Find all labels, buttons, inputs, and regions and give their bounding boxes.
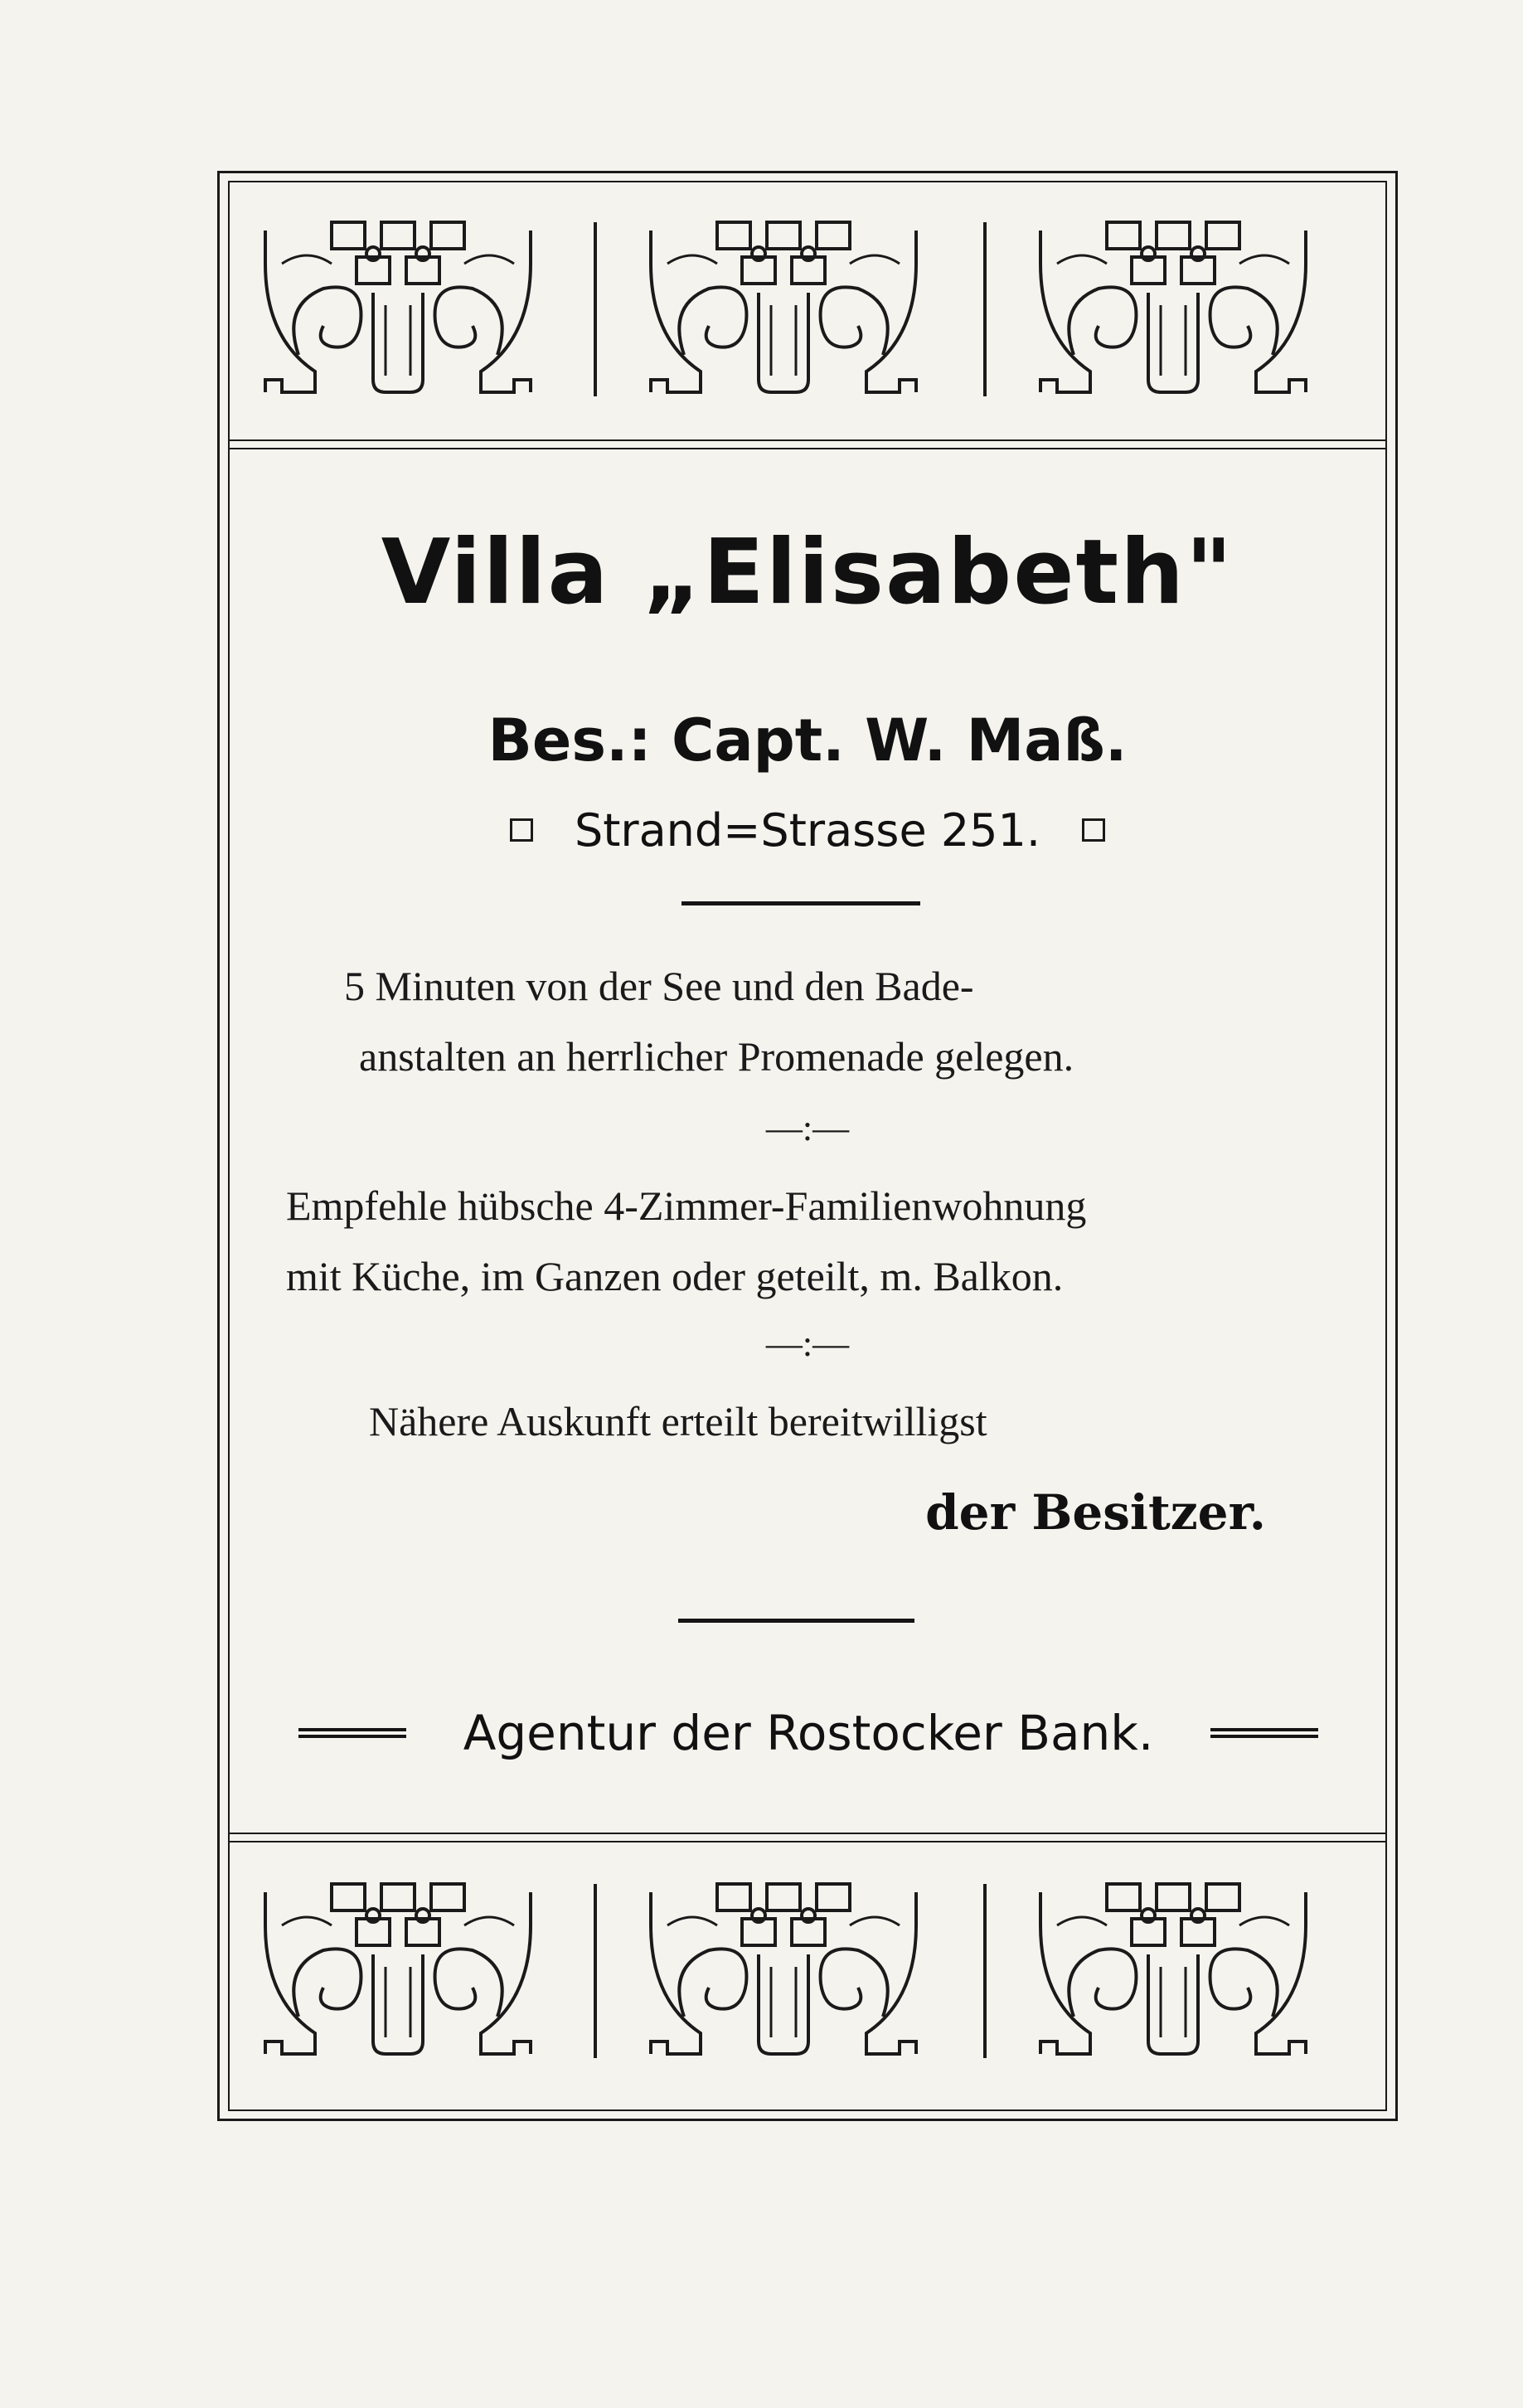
- top-double-rule: [228, 439, 1387, 449]
- square-ornament-left: [510, 818, 533, 842]
- bottom-double-rule: [228, 1833, 1387, 1842]
- description-line-1: 5 Minuten von der See und den Bade-: [344, 963, 974, 1009]
- separator-mark-2: —:—: [765, 1323, 850, 1364]
- owner-line: Bes.: Capt. W. Maß.: [487, 706, 1128, 774]
- street-address: Strand=Strasse 251.: [574, 803, 1041, 857]
- agency-row: [298, 1700, 1318, 1766]
- double-rule-right: [1210, 1728, 1318, 1738]
- agency-text: Agentur der Rostocker Bank.: [463, 1705, 1154, 1761]
- description-line-2: anstalten an herrlicher Promenade gelegen.: [359, 1033, 1074, 1080]
- signoff: der Besitzer.: [925, 1484, 1266, 1541]
- bottom-ornament-band: [249, 1876, 1368, 2066]
- double-rule-left: [298, 1728, 406, 1738]
- top-ornament-band: [249, 214, 1368, 405]
- art-nouveau-ornament-top: [249, 214, 1368, 405]
- description-line-5: Nähere Auskunft erteilt bereitwilligst: [369, 1398, 987, 1444]
- square-ornament-right: [1082, 818, 1105, 842]
- description-line-4: mit Küche, im Ganzen oder geteilt, m. Balkon.: [286, 1253, 1064, 1299]
- street-line: [230, 801, 1385, 859]
- divider-rule-bottom: [678, 1619, 914, 1623]
- art-nouveau-ornament-bottom: [249, 1876, 1368, 2066]
- description-line-3: Empfehle hübsche 4-Zimmer-Familienwohnung: [286, 1182, 1087, 1229]
- divider-rule-top: [681, 901, 920, 905]
- separator-mark-1: —:—: [765, 1108, 850, 1148]
- villa-title: Villa „Elisabeth": [381, 521, 1234, 624]
